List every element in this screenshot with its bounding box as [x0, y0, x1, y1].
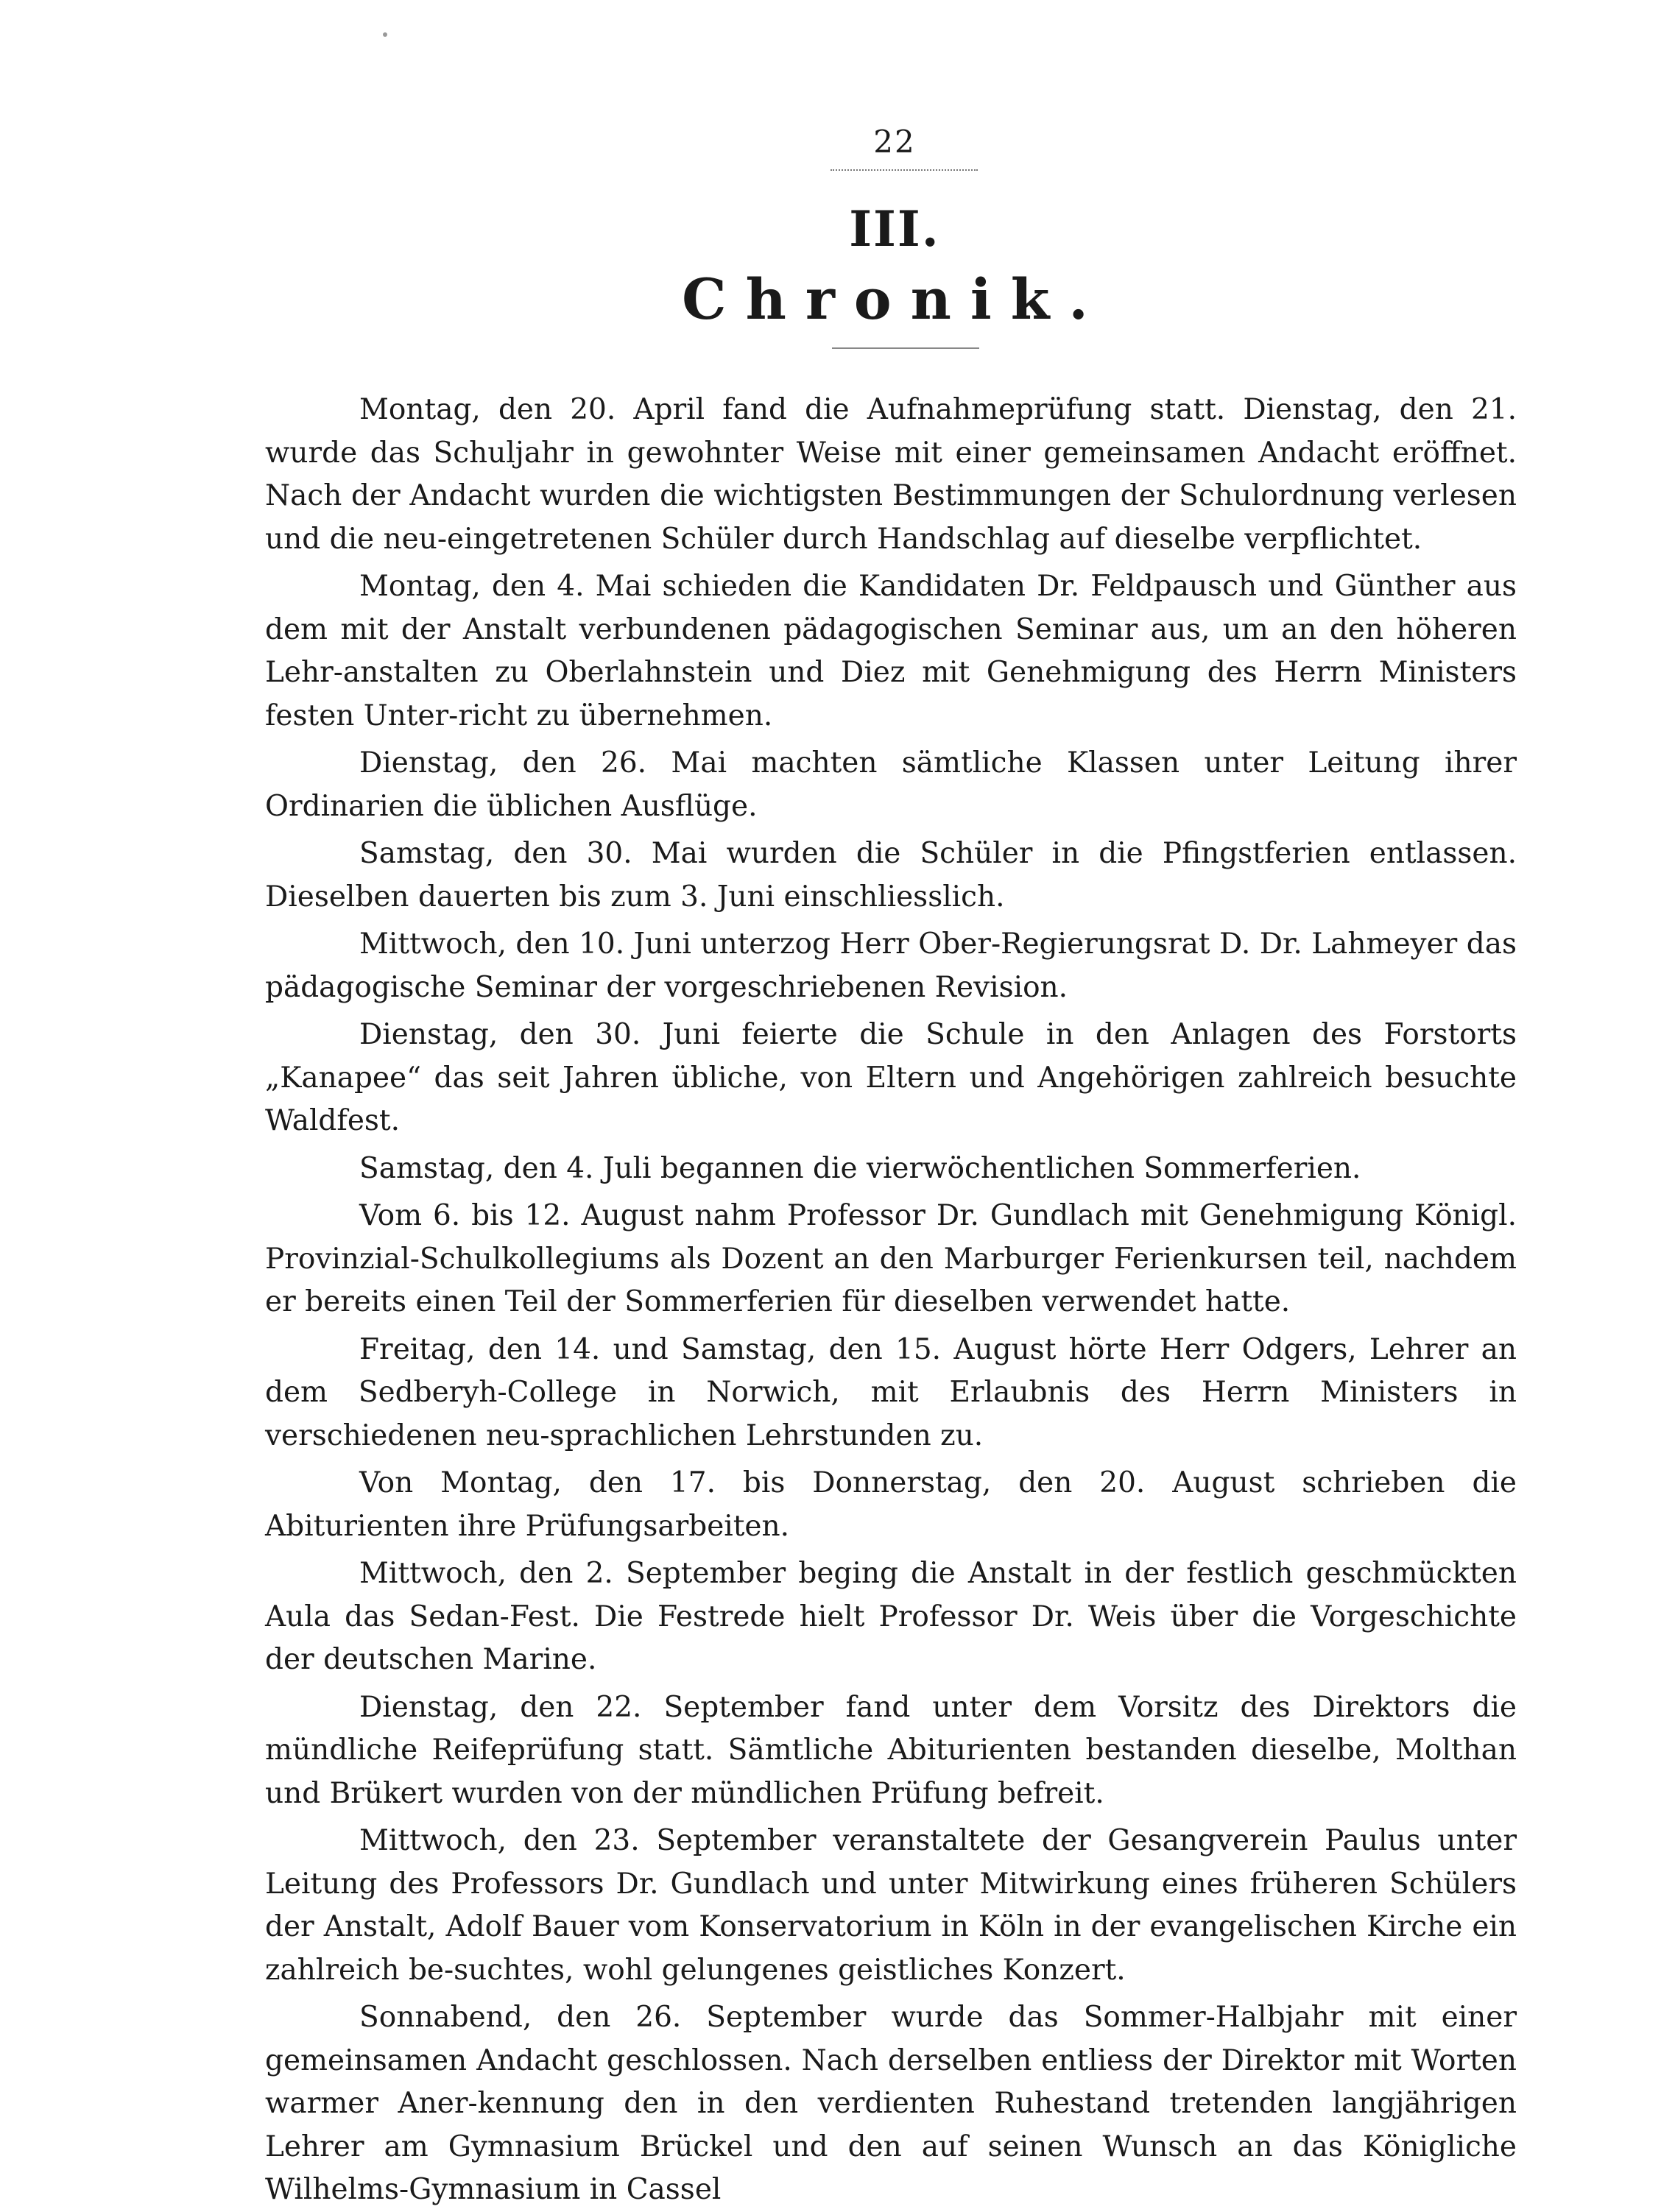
section-numeral: III.	[849, 200, 940, 258]
chapter-title: Chronik.	[682, 266, 1107, 332]
paragraph: Sonnabend, den 26. September wurde das Sommer-Halbjahr mit einer gemeinsamen Andacht geschlossen. Nach derselben entliess der Direktor mit Worten warmer Aner-kennung den in den verdienten Ruhestand tretenden langjährigen Lehrer am Gymnasium Brückel und den auf seinen Wunsch an das Königliche Wilhelms-Gymnasium in Cassel	[265, 2001, 1517, 2206]
margin-dot	[383, 32, 387, 37]
paragraph: Montag, den 20. April fand die Aufnahmeprüfung statt. Dienstag, den 21. wurde das Schuljahr in gewohnter Weise mit einer gemeinsamen Andacht eröffnet. Nach der Andacht wurden die wichtigsten Bestimmungen der Schulordnung verlesen und die neu-eingetretenen Schüler durch Handschlag auf dieselbe verpflichtet.	[265, 393, 1517, 556]
page-number-ornament	[831, 166, 978, 171]
paragraph: Freitag, den 14. und Samstag, den 15. August hörte Herr Odgers, Lehrer an dem Sedberyh-College in Norwich, mit Erlaubnis des Herrn Ministers in verschiedenen neu-sprachlichen Lehrstunden zu.	[265, 1332, 1517, 1452]
title-rule	[832, 347, 979, 349]
paragraph: Dienstag, den 30. Juni feierte die Schule in den Anlagen des Forstorts „Kanapee“ das seit Jahren übliche, von Eltern und Angehörigen zahlreich besuchte Waldfest.	[265, 1018, 1517, 1137]
paragraph: Vom 6. bis 12. August nahm Professor Dr. Gundlach mit Genehmigung Königl. Provinzial-Schulkollegiums als Dozent an den Marburger Ferienkursen teil, nachdem er bereits einen Teil der Sommerferien für dieselben verwendet hatte.	[265, 1199, 1517, 1318]
paragraph: Von Montag, den 17. bis Donnerstag, den 20. August schrieben die Abiturienten ihre Prüfungsarbeiten.	[265, 1466, 1517, 1543]
paragraph: Samstag, den 4. Juli begannen die vierwöchentlichen Sommerferien.	[359, 1151, 1361, 1185]
chronicle-body	[265, 389, 1517, 2212]
paragraph: Montag, den 4. Mai schieden die Kandidaten Dr. Feldpausch und Günther aus dem mit der Anstalt verbundenen pädagogischen Seminar aus, um an den höheren Lehr-anstalten zu Oberlahnstein und Diez mit Genehmigung des Herrn Ministers festen Unter-richt zu übernehmen.	[265, 570, 1517, 732]
paragraph: Mittwoch, den 23. September veranstaltete der Gesangverein Paulus unter Leitung des Professors Dr. Gundlach und unter Mitwirkung eines früheren Schülers der Anstalt, Adolf Bauer vom Konservatorium in Köln in der evangelischen Kirche ein zahlreich be-suchtes, wohl gelungenes geistliches Konzert.	[265, 1824, 1517, 1987]
paragraph: Mittwoch, den 2. September beging die Anstalt in der festlich geschmückten Aula das Sedan-Fest. Die Festrede hielt Professor Dr. Weis über die Vorgeschichte der deutschen Marine.	[265, 1557, 1517, 1676]
paragraph: Dienstag, den 22. September fand unter dem Vorsitz des Direktors die mündliche Reifeprüfung statt. Sämtliche Abiturienten bestanden dieselbe, Molthan und Brükert wurden von der mündlichen Prüfung befreit.	[265, 1690, 1517, 1810]
page-number: 22	[873, 124, 916, 160]
paragraph: Samstag, den 30. Mai wurden die Schüler in die Pfingstferien entlassen. Dieselben dauerten bis zum 3. Juni einschliesslich.	[265, 837, 1517, 914]
paragraph: Dienstag, den 26. Mai machten sämtliche Klassen unter Leitung ihrer Ordinarien die üblichen Ausflüge.	[265, 746, 1517, 823]
paragraph: Mittwoch, den 10. Juni unterzog Herr Ober-Regierungsrat D. Dr. Lahmeyer das pädagogische Seminar der vorgeschriebenen Revision.	[265, 927, 1517, 1004]
